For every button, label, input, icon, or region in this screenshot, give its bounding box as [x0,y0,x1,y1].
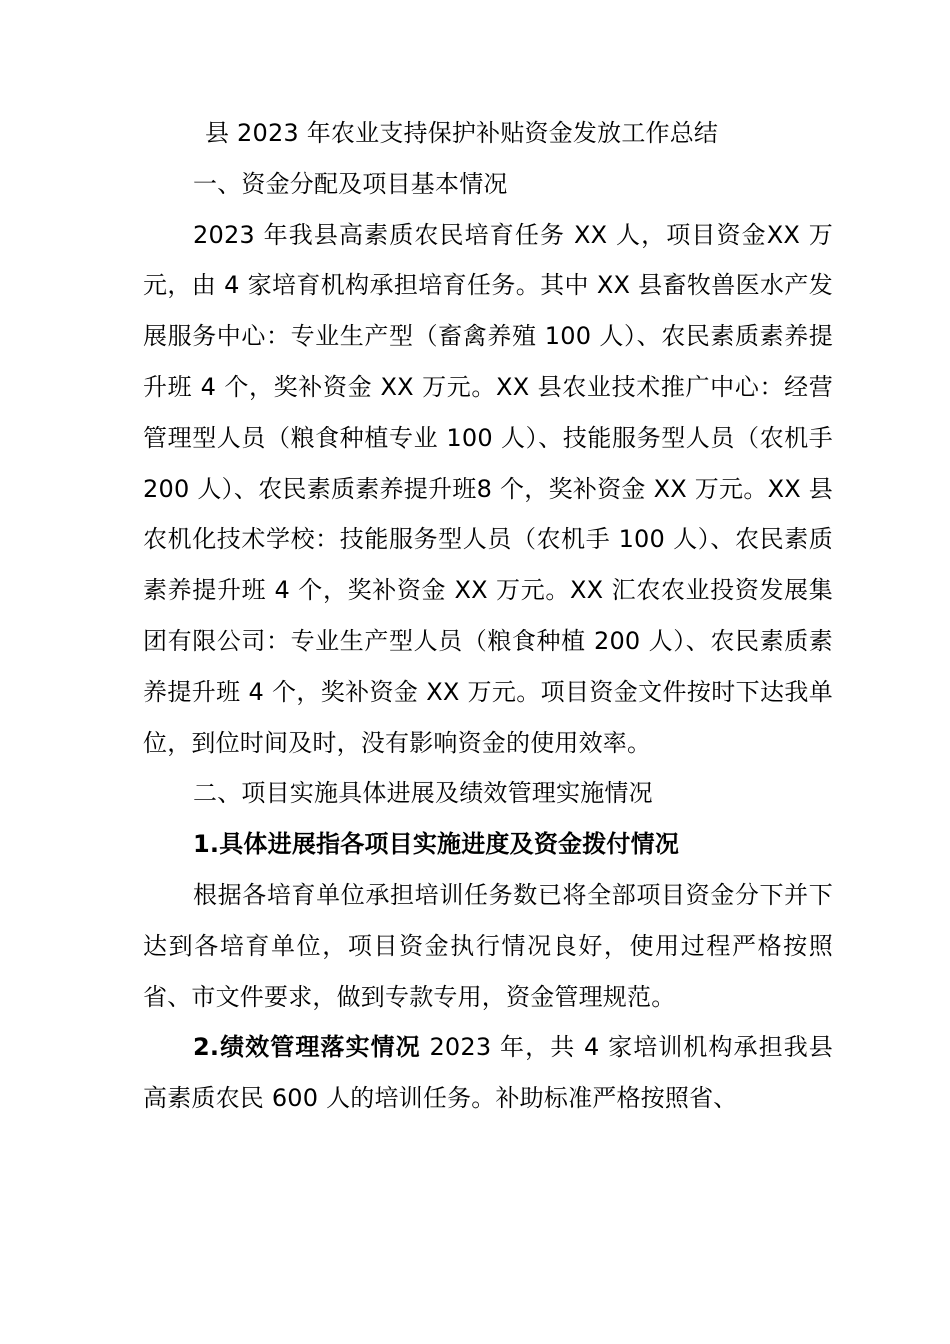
document-body [143,108,833,1124]
section-1-paragraph: 2023 年我县高素质农民培育任务 XX 人，项目资金XX 万元，由 4 家培育机构承担培育任务。其中 XX 县畜牧兽医水产发展服务中心：专业生产型（畜禽养殖 100 人）、农民素质素养提升班 4 个，奖补资金 XX 万元。XX 县农业技术推广中心：经营管理型人员（粮食种植专业 100 人）、技能服务型人员（农机手 200 人）、农民素质素养提升班8 个，奖补资金 XX 万元。XX 县农机化技术学校：技能服务型人员（农机手 100 人）、农民素质素养提升班 4 个，奖补资金 XX 万元。XX 汇农农业投资发展集团有限公司：专业生产型人员（粮食种植 200 人）、农民素质素养提升班 4 个，奖补资金 XX 万元。项目资金文件按时下达我单位，到位时间及时，没有影响资金的使用效率。 [143,220,833,757]
subsection-1-paragraph: 根据各培育单位承担培训任务数已将全部项目资金分下并下达到各培育单位，项目资金执行情况良好，使用过程严格按照省、市文件要求，做到专款专用，资金管理规范。 [143,880,833,1011]
section-heading-2: 二、项目实施具体进展及绩效管理实施情况 [193,779,653,808]
subsection-2-paragraph [143,1022,833,1124]
subsection-2-text: 2023 年，共 4 家培训机构承担我县高素质农民 600 人的培训任务。补助标准严格按照省、 [143,1033,833,1113]
subsection-heading-1: 1.具体进展指各项目实施进度及资金拨付情况 [193,830,680,859]
subsection-heading-2: 2.绩效管理落实情况 [193,1033,421,1062]
document-title: 县 2023 年农业支持保护补贴资金发放工作总结 [205,119,719,147]
section-heading-1: 一、资金分配及项目基本情况 [193,169,508,198]
